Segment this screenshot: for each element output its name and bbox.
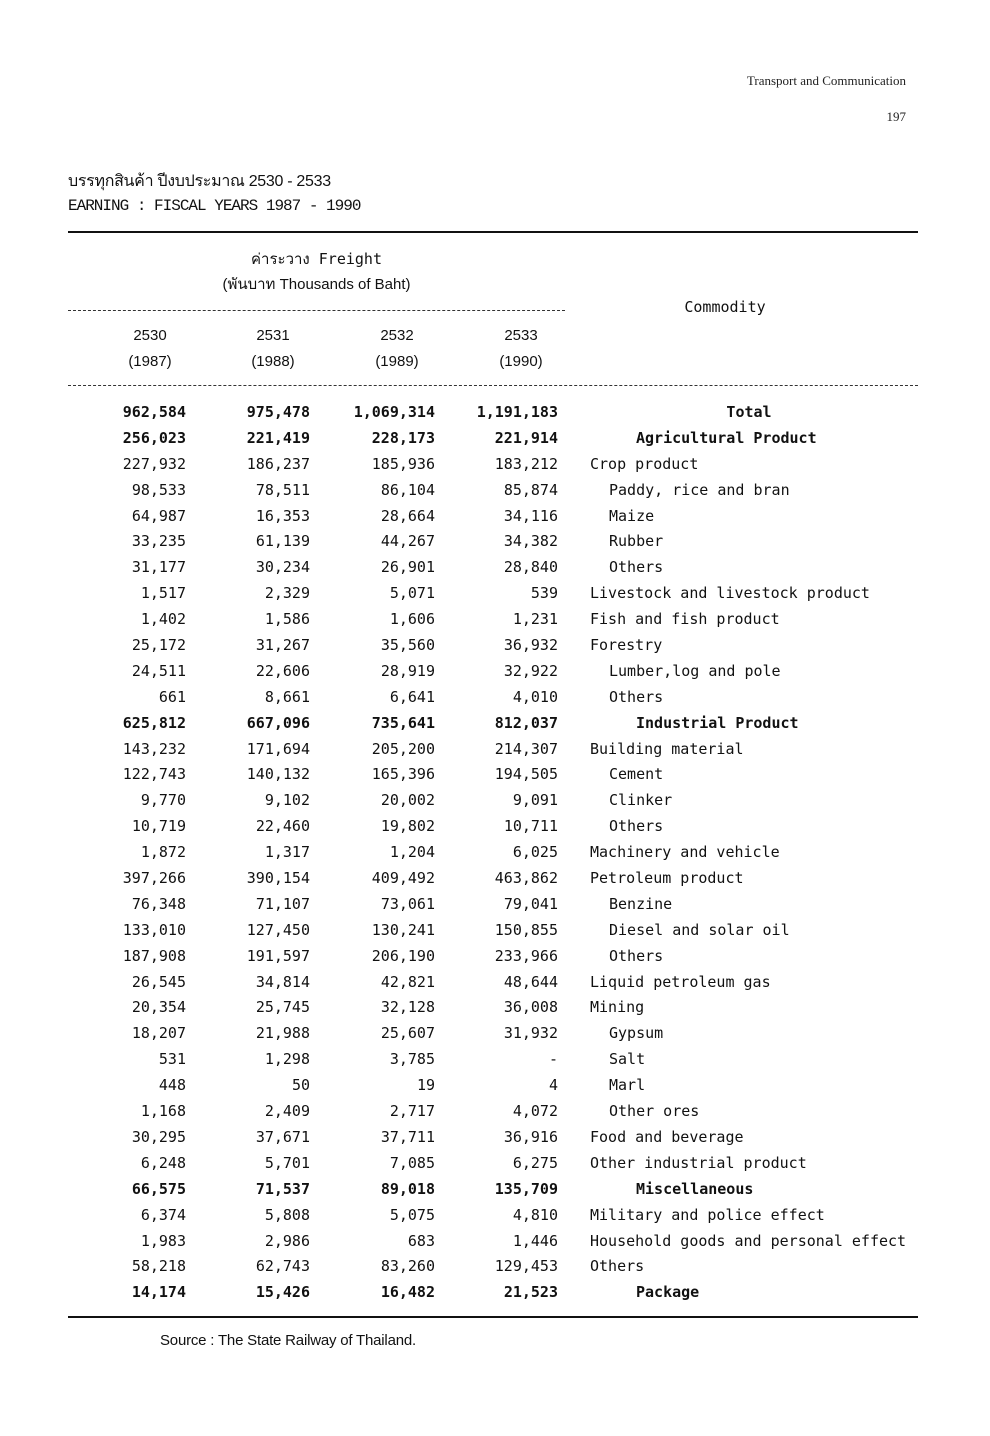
- table-row: [68, 1151, 918, 1177]
- value-cell-2530: 98,533: [131, 480, 186, 499]
- table-row: [68, 504, 918, 530]
- value-cell-2533: 4,810: [512, 1205, 558, 1224]
- value-cell-2531: 61,139: [255, 532, 310, 551]
- value-cell-2532: 1,069,314: [353, 403, 435, 421]
- year-en: (1989): [375, 353, 419, 370]
- value-cell-2532: 19: [416, 1076, 435, 1095]
- value-cell-2531: 975,478: [246, 403, 310, 421]
- value-cell-2533: 150,855: [494, 920, 558, 939]
- year-header-2531: [218, 323, 328, 375]
- value-cell-2530: 26,545: [131, 972, 186, 991]
- value-cell-2532: 25,607: [380, 1024, 435, 1043]
- commodity-label: Food and beverage: [590, 1127, 744, 1146]
- title-thai: บรรทุกสินค้า ปีงบประมาณ 2530 - 2533: [68, 173, 331, 190]
- year-header-2530: [95, 323, 205, 375]
- value-cell-2530: 256,023: [122, 428, 186, 447]
- commodity-label: Package: [636, 1283, 700, 1302]
- table-row: [68, 633, 918, 659]
- value-cell-2531: 22,606: [255, 661, 310, 680]
- value-cell-2533: 32,922: [503, 661, 558, 680]
- table-row: [68, 866, 918, 892]
- table-row: [68, 555, 918, 581]
- table-row: [68, 762, 918, 788]
- value-cell-2531: 78,511: [255, 480, 310, 499]
- value-cell-2532: 42,821: [380, 972, 435, 991]
- value-cell-2532: 89,018: [380, 1179, 435, 1198]
- value-cell-2531: 34,814: [255, 972, 310, 991]
- value-cell-2531: 30,234: [255, 558, 310, 577]
- value-cell-2531: 1,298: [264, 1050, 310, 1069]
- value-cell-2531: 171,694: [246, 739, 310, 758]
- value-cell-2532: 2,717: [389, 1102, 435, 1121]
- value-cell-2533: 812,037: [494, 713, 558, 732]
- value-cell-2530: 30,295: [131, 1127, 186, 1146]
- value-cell-2531: 140,132: [246, 765, 310, 784]
- table-row: [68, 970, 918, 996]
- value-cell-2532: 5,075: [389, 1205, 435, 1224]
- table-row: [68, 1280, 918, 1306]
- table-row: [68, 607, 918, 633]
- value-cell-2532: 130,241: [371, 920, 435, 939]
- commodity-label: Livestock and livestock product: [590, 584, 870, 603]
- value-cell-2530: 397,266: [122, 869, 186, 888]
- value-cell-2531: 16,353: [255, 506, 310, 525]
- value-cell-2532: 28,919: [380, 661, 435, 680]
- value-cell-2530: 58,218: [131, 1257, 186, 1276]
- value-cell-2533: 6,025: [512, 843, 558, 862]
- table-row: [68, 711, 918, 737]
- value-cell-2532: 165,396: [371, 765, 435, 784]
- value-cell-2533: 463,862: [494, 869, 558, 888]
- table-row: [68, 478, 918, 504]
- commodity-label: Benzine: [609, 894, 673, 913]
- commodity-label: Others: [609, 687, 664, 706]
- year-th: 2530: [133, 327, 167, 344]
- value-cell-2533: 194,505: [494, 765, 558, 784]
- freight-earning-table: [68, 400, 918, 1306]
- value-cell-2530: 187,908: [122, 946, 186, 965]
- commodity-label: Petroleum product: [590, 869, 744, 888]
- value-cell-2532: 206,190: [371, 946, 435, 965]
- commodity-label: Paddy, rice and bran: [609, 480, 790, 499]
- value-cell-2532: 16,482: [380, 1283, 435, 1302]
- table-row: [68, 685, 918, 711]
- value-cell-2531: 2,329: [264, 584, 310, 603]
- value-cell-2533: 539: [530, 584, 558, 603]
- freight-header-line2: (พันบาท Thousands of Baht): [222, 276, 411, 293]
- commodity-label: Lumber,log and pole: [609, 661, 781, 680]
- value-cell-2530: 133,010: [122, 920, 186, 939]
- value-cell-2533: 1,446: [512, 1231, 558, 1250]
- value-cell-2531: 25,745: [255, 998, 310, 1017]
- year-header-2532: [342, 323, 452, 375]
- commodity-label: Marl: [609, 1076, 646, 1095]
- value-cell-2533: 9,091: [512, 791, 558, 810]
- value-cell-2531: 127,450: [246, 920, 310, 939]
- value-cell-2532: 32,128: [380, 998, 435, 1017]
- value-cell-2533: 79,041: [503, 894, 558, 913]
- value-cell-2530: 25,172: [131, 636, 186, 655]
- commodity-label: Other industrial product: [590, 1153, 807, 1172]
- value-cell-2532: 73,061: [380, 894, 435, 913]
- table-row: [68, 918, 918, 944]
- value-cell-2530: 1,983: [140, 1231, 186, 1250]
- value-cell-2530: 66,575: [131, 1179, 186, 1198]
- commodity-label: Crop product: [590, 454, 699, 473]
- header-bottom-rule: [68, 385, 918, 386]
- value-cell-2530: 625,812: [122, 713, 186, 732]
- value-cell-2531: 2,986: [264, 1231, 310, 1250]
- running-head: Transport and Communication: [746, 73, 906, 88]
- value-cell-2531: 5,701: [264, 1153, 310, 1172]
- table-row: [68, 814, 918, 840]
- value-cell-2532: 205,200: [371, 739, 435, 758]
- commodity-label: Machinery and vehicle: [590, 843, 780, 862]
- commodity-header: Commodity: [684, 298, 766, 316]
- freight-group-header: [68, 246, 565, 298]
- value-cell-2531: 8,661: [264, 687, 310, 706]
- commodity-label: Cement: [609, 765, 664, 784]
- commodity-label: Rubber: [609, 532, 664, 551]
- value-cell-2532: 409,492: [371, 869, 435, 888]
- table-row: [68, 995, 918, 1021]
- table-row: [68, 944, 918, 970]
- table-row: [68, 529, 918, 555]
- value-cell-2531: 15,426: [255, 1283, 310, 1302]
- value-cell-2531: 1,586: [264, 610, 310, 629]
- commodity-label: Industrial Product: [636, 713, 799, 732]
- value-cell-2533: 233,966: [494, 946, 558, 965]
- commodity-label: Gypsum: [609, 1024, 664, 1043]
- value-cell-2531: 71,107: [255, 894, 310, 913]
- table-row: [68, 426, 918, 452]
- value-cell-2530: 227,932: [122, 454, 186, 473]
- value-cell-2531: 221,419: [246, 428, 310, 447]
- value-cell-2532: 7,085: [389, 1153, 435, 1172]
- table-row: [68, 1047, 918, 1073]
- year-th: 2532: [380, 327, 414, 344]
- value-cell-2531: 50: [291, 1076, 310, 1095]
- value-cell-2533: 34,382: [503, 532, 558, 551]
- value-cell-2533: 85,874: [503, 480, 558, 499]
- table-row: [68, 1203, 918, 1229]
- value-cell-2531: 191,597: [246, 946, 310, 965]
- value-cell-2532: 20,002: [380, 791, 435, 810]
- freight-header-line1: ค่าระวาง Freight: [251, 250, 382, 268]
- value-cell-2530: 18,207: [131, 1024, 186, 1043]
- value-cell-2530: 962,584: [122, 403, 186, 421]
- commodity-label: Liquid petroleum gas: [590, 972, 771, 991]
- value-cell-2533: -: [548, 1050, 558, 1069]
- value-cell-2533: 36,932: [503, 636, 558, 655]
- value-cell-2531: 71,537: [255, 1179, 310, 1198]
- commodity-label: Others: [590, 1257, 645, 1276]
- value-cell-2533: 4,072: [512, 1102, 558, 1121]
- value-cell-2532: 44,267: [380, 532, 435, 551]
- value-cell-2530: 531: [158, 1050, 186, 1069]
- value-cell-2531: 2,409: [264, 1102, 310, 1121]
- value-cell-2530: 10,719: [131, 817, 186, 836]
- commodity-label: Forestry: [590, 636, 663, 655]
- value-cell-2530: 33,235: [131, 532, 186, 551]
- group-header-rule: [68, 310, 565, 311]
- commodity-label: Total: [726, 403, 772, 421]
- year-en: (1990): [499, 353, 543, 370]
- value-cell-2533: 1,231: [512, 610, 558, 629]
- value-cell-2533: 135,709: [494, 1179, 558, 1198]
- value-cell-2532: 6,641: [389, 687, 435, 706]
- value-cell-2532: 228,173: [371, 428, 435, 447]
- table-row: [68, 788, 918, 814]
- commodity-label: Household goods and personal effect: [590, 1231, 907, 1250]
- value-cell-2531: 9,102: [264, 791, 310, 810]
- value-cell-2530: 1,872: [140, 843, 186, 862]
- commodity-label: Others: [609, 817, 664, 836]
- value-cell-2532: 19,802: [380, 817, 435, 836]
- value-cell-2530: 1,517: [140, 584, 186, 603]
- value-cell-2531: 390,154: [246, 869, 310, 888]
- value-cell-2533: 129,453: [494, 1257, 558, 1276]
- year-en: (1987): [128, 353, 172, 370]
- value-cell-2533: 34,116: [503, 506, 558, 525]
- top-rule: [68, 231, 918, 233]
- value-cell-2533: 4: [548, 1076, 558, 1095]
- value-cell-2531: 37,671: [255, 1127, 310, 1146]
- value-cell-2530: 122,743: [122, 765, 186, 784]
- table-row: [68, 892, 918, 918]
- value-cell-2532: 3,785: [389, 1050, 435, 1069]
- page-number: 197: [886, 109, 906, 124]
- table-row: [68, 659, 918, 685]
- table-row: [68, 1125, 918, 1151]
- value-cell-2532: 1,606: [389, 610, 435, 629]
- value-cell-2533: 36,008: [503, 998, 558, 1017]
- table-title: [68, 170, 360, 218]
- value-cell-2530: 14,174: [131, 1283, 186, 1302]
- title-english: EARNING : FISCAL YEARS 1987 - 1990: [68, 197, 361, 215]
- commodity-label: Agricultural Product: [636, 428, 817, 447]
- value-cell-2530: 1,168: [140, 1102, 186, 1121]
- commodity-label: Other ores: [609, 1102, 700, 1121]
- year-header-2533: [466, 323, 576, 375]
- value-cell-2532: 37,711: [380, 1127, 435, 1146]
- value-cell-2530: 143,232: [122, 739, 186, 758]
- value-cell-2533: 21,523: [503, 1283, 558, 1302]
- value-cell-2531: 21,988: [255, 1024, 310, 1043]
- value-cell-2531: 186,237: [246, 454, 310, 473]
- value-cell-2531: 5,808: [264, 1205, 310, 1224]
- value-cell-2531: 31,267: [255, 636, 310, 655]
- commodity-label: Salt: [609, 1050, 646, 1069]
- table-row: [68, 581, 918, 607]
- value-cell-2533: 28,840: [503, 558, 558, 577]
- value-cell-2530: 661: [158, 687, 186, 706]
- value-cell-2531: 22,460: [255, 817, 310, 836]
- value-cell-2532: 86,104: [380, 480, 435, 499]
- year-th: 2531: [256, 327, 290, 344]
- commodity-label: Maize: [609, 506, 655, 525]
- table-row: [68, 400, 918, 426]
- value-cell-2533: 1,191,183: [476, 403, 558, 421]
- commodity-label: Others: [609, 946, 664, 965]
- commodity-label: Mining: [590, 998, 645, 1017]
- value-cell-2531: 667,096: [246, 713, 310, 732]
- value-cell-2530: 20,354: [131, 998, 186, 1017]
- value-cell-2530: 1,402: [140, 610, 186, 629]
- commodity-label: Fish and fish product: [590, 610, 780, 629]
- value-cell-2530: 9,770: [140, 791, 186, 810]
- table-row: [68, 1229, 918, 1255]
- commodity-label: Building material: [590, 739, 744, 758]
- bottom-rule: [68, 1316, 918, 1318]
- value-cell-2530: 64,987: [131, 506, 186, 525]
- value-cell-2531: 1,317: [264, 843, 310, 862]
- value-cell-2532: 26,901: [380, 558, 435, 577]
- value-cell-2533: 31,932: [503, 1024, 558, 1043]
- source-note: Source : The State Railway of Thailand.: [160, 1332, 416, 1349]
- table-row: [68, 1254, 918, 1280]
- table-row: [68, 452, 918, 478]
- commodity-label: Military and police effect: [590, 1205, 825, 1224]
- value-cell-2530: 76,348: [131, 894, 186, 913]
- value-cell-2532: 735,641: [371, 713, 435, 732]
- value-cell-2532: 83,260: [380, 1257, 435, 1276]
- commodity-label: Miscellaneous: [636, 1179, 754, 1198]
- commodity-label: Others: [609, 558, 664, 577]
- table-row: [68, 1099, 918, 1125]
- value-cell-2533: 36,916: [503, 1127, 558, 1146]
- value-cell-2532: 683: [407, 1231, 435, 1250]
- value-cell-2532: 35,560: [380, 636, 435, 655]
- value-cell-2533: 4,010: [512, 687, 558, 706]
- value-cell-2531: 62,743: [255, 1257, 310, 1276]
- value-cell-2533: 183,212: [494, 454, 558, 473]
- value-cell-2530: 6,374: [140, 1205, 186, 1224]
- year-en: (1988): [251, 353, 295, 370]
- value-cell-2533: 6,275: [512, 1153, 558, 1172]
- value-cell-2532: 5,071: [389, 584, 435, 603]
- value-cell-2533: 221,914: [494, 428, 558, 447]
- value-cell-2530: 448: [158, 1076, 186, 1095]
- value-cell-2532: 28,664: [380, 506, 435, 525]
- table-row: [68, 1073, 918, 1099]
- year-th: 2533: [504, 327, 538, 344]
- value-cell-2533: 48,644: [503, 972, 558, 991]
- value-cell-2530: 24,511: [131, 661, 186, 680]
- value-cell-2533: 10,711: [503, 817, 558, 836]
- table-row: [68, 1177, 918, 1203]
- commodity-label: Diesel and solar oil: [609, 920, 790, 939]
- table-row: [68, 737, 918, 763]
- value-cell-2530: 31,177: [131, 558, 186, 577]
- table-row: [68, 840, 918, 866]
- value-cell-2533: 214,307: [494, 739, 558, 758]
- value-cell-2532: 185,936: [371, 454, 435, 473]
- value-cell-2530: 6,248: [140, 1153, 186, 1172]
- value-cell-2532: 1,204: [389, 843, 435, 862]
- commodity-label: Clinker: [609, 791, 673, 810]
- table-row: [68, 1021, 918, 1047]
